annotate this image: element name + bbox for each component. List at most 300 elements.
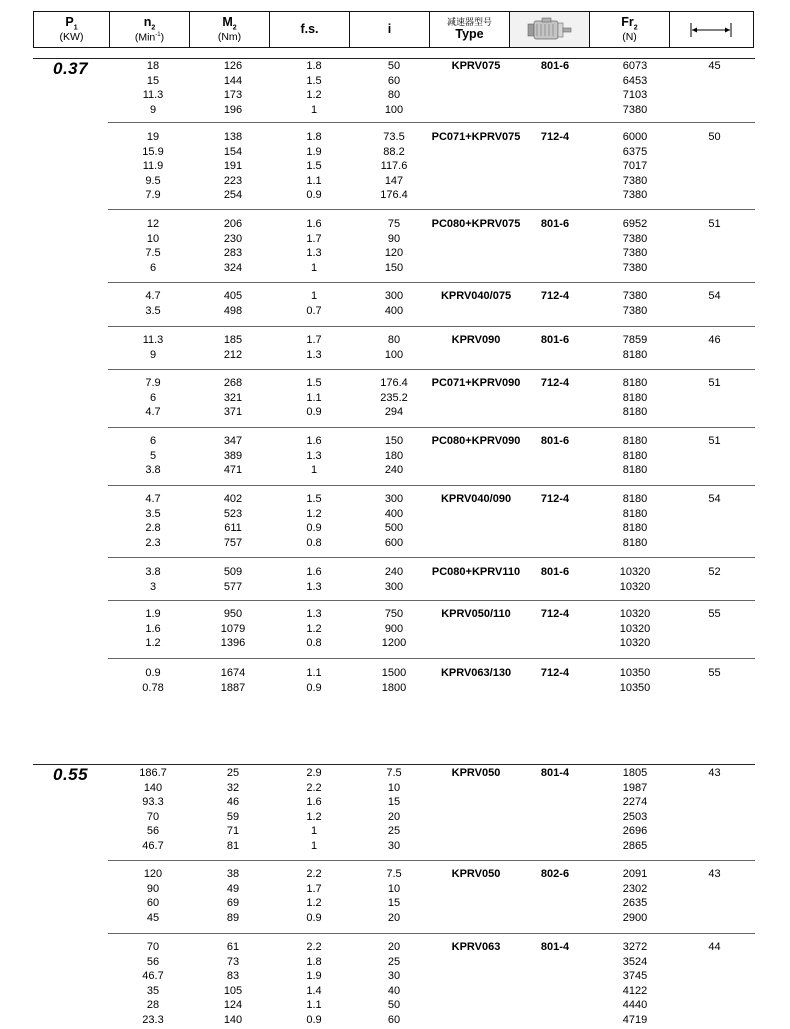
motor-cell: 801-6	[540, 566, 570, 578]
fs-column-value: 1.2	[306, 897, 322, 909]
fr2-column-value: 10350	[619, 681, 651, 694]
m2-column-value: 471	[223, 464, 243, 476]
m2-column	[197, 333, 269, 362]
fr2-column-value: 10350	[619, 667, 651, 679]
i-column-value: 400	[384, 507, 404, 520]
m2-column-value: 206	[223, 218, 243, 230]
type-cell: KPRV090	[451, 334, 501, 346]
i-column-value: 73.5	[383, 131, 405, 143]
m2-column-value: 71	[226, 825, 240, 837]
length-cell: 52	[708, 566, 721, 578]
fs-column	[275, 376, 353, 420]
i-column-value: 240	[384, 566, 404, 578]
fs-column-value: 1.7	[306, 232, 322, 245]
motor-cell: 712-4	[540, 608, 570, 620]
group-divider	[108, 600, 755, 601]
fr2-column-value: 7380	[622, 189, 648, 201]
fr2-column-value: 8180	[622, 406, 648, 418]
n2-column-value: 2.3	[145, 536, 161, 549]
n2-column-value: 6	[149, 435, 157, 447]
power-value: 0.37	[53, 59, 89, 78]
n2-column	[115, 607, 191, 651]
n2-column-value: 60	[146, 897, 160, 909]
fs-column-value: 1.4	[306, 984, 322, 997]
i-column-value: 20	[387, 911, 401, 924]
fs-column-value: 2.2	[306, 868, 322, 880]
group-divider	[108, 860, 755, 861]
i-column-value: 50	[387, 999, 401, 1011]
fs-column-value: 1.6	[306, 435, 322, 447]
type-cell: KPRV075	[451, 60, 501, 72]
fs-column-value: 1.1	[306, 667, 322, 679]
fr2-column-value: 7017	[622, 160, 648, 172]
motor-cell: 801-6	[540, 60, 570, 72]
n2-column	[115, 565, 191, 594]
fs-column-value: 1.5	[306, 74, 322, 87]
n2-column-value: 46.7	[142, 839, 164, 852]
fr2-column-value: 2635	[622, 897, 648, 909]
i-column-value: 600	[384, 536, 404, 549]
n2-column	[115, 666, 191, 695]
fs-column-value: 1	[310, 261, 318, 274]
fs-column-value: 1	[310, 825, 318, 837]
fr2-column-value: 10320	[619, 637, 651, 649]
fr2-column-value: 2091	[622, 868, 648, 880]
fs-column	[275, 940, 353, 1027]
fr2-column-value: 7380	[622, 103, 648, 116]
i-column-value: 235.2	[380, 391, 408, 404]
i-column-value: 30	[387, 839, 401, 852]
i-column-value: 240	[384, 464, 404, 476]
n2-column-value: 28	[146, 999, 160, 1011]
fr2-column-value: 8180	[622, 536, 648, 549]
fr2-column-value: 6375	[622, 145, 648, 158]
fr2-column-value: 7380	[622, 174, 648, 187]
n2-column-value: 11.3	[142, 334, 164, 346]
fs-column-value: 0.8	[306, 536, 322, 549]
n2-column	[115, 766, 191, 853]
fs-column	[275, 217, 353, 275]
fs-column-value: 1.6	[306, 218, 322, 230]
n2-column-value: 9	[149, 348, 157, 361]
n2-column-value: 1.6	[145, 622, 161, 635]
fr2-column-value: 8180	[622, 507, 648, 520]
i-column-value: 88.2	[383, 145, 405, 158]
i-column-value: 25	[387, 825, 401, 837]
m2-column-value: 154	[223, 145, 243, 158]
n2-column-value: 9.5	[145, 174, 161, 187]
i-column-value: 20	[387, 941, 401, 953]
m2-column-value: 140	[223, 1013, 243, 1026]
i-column-value: 60	[387, 74, 401, 87]
fs-column-value: 0.7	[306, 304, 322, 317]
n2-column	[115, 434, 191, 478]
fs-column-value: 1.1	[306, 174, 322, 187]
n2-column-value: 4.7	[145, 290, 161, 302]
m2-column-value: 611	[224, 522, 242, 534]
type-cell: KPRV050/110	[441, 608, 511, 620]
n2-column-value: 6	[149, 261, 157, 274]
m2-column-value: 523	[223, 507, 243, 520]
fr2-column-value: 2696	[622, 825, 648, 837]
fr2-column-value: 10320	[619, 580, 651, 593]
i-column	[361, 766, 427, 853]
length-cell: 46	[708, 334, 721, 346]
m2-column-value: 173	[223, 89, 243, 101]
fr2-column-value: 10320	[619, 608, 651, 620]
fs-column-value: 0.9	[306, 189, 322, 201]
i-column-value: 20	[387, 810, 401, 823]
m2-column-value: 46	[226, 796, 240, 808]
fr2-column-value: 2503	[622, 810, 648, 823]
fs-column	[275, 492, 353, 550]
fr2-column-value: 8180	[622, 464, 648, 476]
fr2-column-value: 2274	[622, 796, 648, 808]
fr2-column-value: 8180	[622, 391, 648, 404]
fr2-column-value: 7103	[622, 89, 648, 101]
m2-column-value: 69	[226, 897, 240, 909]
fs-column-value: 1	[310, 839, 318, 852]
i-column-value: 900	[384, 622, 404, 635]
group-divider	[108, 282, 755, 283]
header-p1: $P_1$ (KW)	[34, 12, 110, 47]
group-divider	[108, 326, 755, 327]
n2-column	[115, 130, 191, 203]
i-column-value: 500	[384, 522, 404, 534]
m2-column-value: 124	[223, 999, 243, 1011]
fs-column-value: 0.9	[306, 522, 322, 534]
n2-column-value: 9	[149, 103, 157, 116]
length-cell: 55	[708, 667, 721, 679]
m2-column-value: 757	[223, 536, 243, 549]
i-column-value: 300	[384, 290, 404, 302]
fr2-column	[608, 867, 662, 925]
m2-column	[197, 289, 269, 318]
fs-column-value: 1.6	[306, 566, 322, 578]
length-cell: 43	[708, 767, 721, 779]
motor-cell: 801-6	[540, 435, 570, 447]
length-cell: 43	[708, 868, 721, 880]
fs-column-value: 0.9	[306, 1013, 322, 1026]
m2-column-value: 347	[223, 435, 243, 447]
fr2-column	[608, 940, 662, 1027]
fs-column	[275, 666, 353, 695]
i-column-value: 1200	[381, 637, 407, 649]
fs-column	[275, 607, 353, 651]
fr2-column	[608, 666, 662, 695]
dimension-arrow-icon	[689, 20, 733, 40]
length-cell: 51	[708, 435, 721, 447]
n2-column-value: 4.7	[145, 493, 161, 505]
n2-column-value: 90	[146, 882, 160, 895]
fr2-column-value: 8180	[622, 493, 648, 505]
fs-column	[275, 59, 353, 117]
fs-column-value: 1.3	[306, 449, 322, 462]
fr2-column	[608, 434, 662, 478]
n2-column-value: 1.2	[145, 637, 161, 649]
header-motor	[510, 12, 590, 47]
i-column-value: 80	[387, 334, 401, 346]
m2-column-value: 283	[223, 247, 243, 259]
fs-column-value: 1.8	[306, 955, 322, 968]
type-cell: KPRV040/075	[440, 290, 512, 302]
n2-column-value: 56	[146, 955, 160, 968]
n2-column-value: 120	[143, 868, 163, 880]
m2-column-value: 321	[223, 391, 243, 404]
m2-column-value: 105	[223, 984, 243, 997]
n2-column	[115, 333, 191, 362]
motor-cell: 801-6	[540, 218, 570, 230]
n2-column-value: 3.8	[145, 464, 161, 476]
i-column-value: 1500	[381, 667, 407, 679]
fs-column-value: 1.2	[306, 507, 322, 520]
fr2-column	[608, 217, 662, 275]
fr2-column-value: 10320	[619, 622, 651, 635]
fr2-column-value: 7380	[622, 232, 648, 245]
fr2-column-value: 4440	[622, 999, 648, 1011]
fs-column-value: 1	[310, 464, 318, 476]
n2-column-value: 15.9	[142, 145, 164, 158]
motor-cell: 712-4	[540, 493, 570, 505]
m2-column	[197, 607, 269, 651]
fr2-column-value: 3524	[622, 955, 648, 968]
n2-column-value: 1.9	[145, 608, 161, 620]
n2-column-value: 18	[146, 60, 160, 72]
i-column-value: 300	[384, 580, 404, 593]
fs-column-value: 0.9	[306, 681, 322, 694]
fs-column-value: 1.9	[306, 145, 322, 158]
i-column	[361, 333, 427, 362]
type-cell: KPRV063	[451, 941, 501, 953]
group-divider	[108, 557, 755, 558]
n2-column-value: 35	[146, 984, 160, 997]
n2-column	[115, 217, 191, 275]
n2-column	[115, 867, 191, 925]
fs-column-value: 1	[310, 290, 318, 302]
i-column-value: 300	[384, 493, 404, 505]
fs-column-value: 1.3	[306, 247, 322, 259]
i-column-value: 10	[387, 781, 401, 794]
group-divider	[108, 427, 755, 428]
fr2-column-value: 2302	[622, 882, 648, 895]
fs-column-value: 1.3	[306, 608, 322, 620]
fs-column-value: 1.2	[306, 622, 322, 635]
fs-column-value: 1	[310, 103, 318, 116]
i-column-value: 400	[384, 304, 404, 317]
fr2-column-value: 4719	[622, 1013, 648, 1026]
fr2-column	[608, 333, 662, 362]
motor-cell: 712-4	[540, 131, 570, 143]
n2-column-value: 3.5	[145, 507, 161, 520]
n2-column	[115, 492, 191, 550]
length-cell: 54	[708, 493, 721, 505]
fs-column-value: 1.6	[306, 796, 322, 808]
i-column-value: 50	[387, 60, 401, 72]
length-cell: 44	[708, 941, 721, 953]
group-divider	[108, 658, 755, 659]
type-cell: PC080+KPRV090	[431, 435, 521, 447]
m2-column-value: 1674	[220, 667, 246, 679]
i-column	[361, 492, 427, 550]
m2-column-value: 212	[223, 348, 243, 361]
power-divider	[33, 764, 755, 765]
n2-column-value: 7.5	[145, 247, 161, 259]
n2-column-value: 15	[146, 74, 160, 87]
i-column-value: 150	[384, 261, 404, 274]
fr2-column-value: 8180	[622, 377, 648, 389]
m2-column-value: 230	[223, 232, 243, 245]
n2-column-value: 0.9	[145, 667, 161, 679]
i-column-value: 176.4	[380, 189, 408, 201]
i-column	[361, 434, 427, 478]
fs-column-value: 1.1	[306, 999, 322, 1011]
m2-column-value: 324	[223, 261, 243, 274]
header-fr2: $Fr_2$ (N)	[590, 12, 670, 47]
m2-column-value: 223	[223, 174, 243, 187]
n2-column-value: 7.9	[145, 189, 161, 201]
n2-column	[115, 376, 191, 420]
m2-column	[197, 492, 269, 550]
m2-column-value: 498	[223, 304, 243, 317]
i-column-value: 90	[387, 232, 401, 245]
header-n2: $n_2$ (Min$^{-1}$)	[110, 12, 190, 47]
fr2-column	[608, 289, 662, 318]
motor-cell: 801-4	[540, 941, 570, 953]
i-column-value: 176.4	[380, 377, 408, 389]
n2-column	[115, 59, 191, 117]
i-column-value: 7.5	[386, 767, 402, 779]
motor-cell: 801-6	[540, 334, 570, 346]
m2-column-value: 254	[223, 189, 243, 201]
fs-column-value: 1.7	[306, 882, 322, 895]
fr2-column	[608, 492, 662, 550]
i-column-value: 117.6	[380, 160, 408, 172]
n2-column-value: 11.9	[142, 160, 164, 172]
type-cell: KPRV063/130	[440, 667, 512, 679]
fs-column-value: 1.5	[306, 160, 322, 172]
fs-column-value: 1.2	[306, 89, 322, 101]
motor-cell: 801-4	[540, 767, 570, 779]
i-column-value: 15	[387, 897, 401, 909]
n2-column-value: 12	[146, 218, 160, 230]
type-cell: PC080+KPRV075	[431, 218, 521, 230]
fs-column	[275, 289, 353, 318]
fr2-column	[608, 130, 662, 203]
m2-column	[197, 130, 269, 203]
m2-column-value: 191	[223, 160, 243, 172]
fr2-column-value: 1805	[622, 767, 648, 779]
i-column	[361, 867, 427, 925]
m2-column-value: 83	[226, 970, 240, 982]
fs-column-value: 2.9	[306, 767, 322, 779]
fs-column-value: 1.5	[306, 377, 322, 389]
fr2-column-value: 3745	[622, 970, 648, 982]
length-cell: 51	[708, 377, 721, 389]
i-column-value: 294	[384, 406, 404, 418]
i-column-value: 75	[387, 218, 401, 230]
group-divider	[108, 485, 755, 486]
m2-column-value: 509	[223, 566, 243, 578]
i-column	[361, 289, 427, 318]
m2-column-value: 144	[223, 74, 243, 87]
i-column	[361, 376, 427, 420]
fr2-column-value: 6952	[622, 218, 648, 230]
n2-column-value: 5	[149, 449, 157, 462]
length-cell: 55	[708, 608, 721, 620]
fs-column	[275, 434, 353, 478]
m2-column-value: 138	[223, 131, 243, 143]
i-column-value: 147	[384, 174, 404, 187]
fs-column-value: 1.8	[306, 60, 322, 72]
m2-column	[197, 766, 269, 853]
fs-column	[275, 333, 353, 362]
fs-column-value: 2.2	[306, 941, 322, 953]
i-column	[361, 217, 427, 275]
n2-column-value: 46.7	[142, 970, 164, 982]
i-column-value: 10	[387, 882, 401, 895]
m2-column-value: 371	[223, 406, 243, 418]
fr2-column	[608, 376, 662, 420]
type-cell: KPRV040/090	[440, 493, 512, 505]
i-column-value: 120	[384, 247, 404, 259]
m2-column-value: 1396	[220, 637, 246, 649]
m2-column-value: 126	[223, 60, 243, 72]
i-column-value: 180	[384, 449, 404, 462]
m2-column-value: 38	[226, 868, 240, 880]
fs-column-value: 0.9	[306, 911, 322, 924]
n2-column-value: 6	[149, 391, 157, 404]
fs-column-value: 1.1	[306, 391, 322, 404]
n2-column-value: 10	[146, 232, 160, 245]
m2-column-value: 49	[226, 882, 240, 895]
m2-column-value: 196	[223, 103, 243, 116]
header-i: i	[350, 12, 430, 47]
fs-column	[275, 130, 353, 203]
motor-cell: 712-4	[540, 290, 570, 302]
m2-column-value: 405	[223, 290, 243, 302]
n2-column-value: 56	[146, 825, 160, 837]
group-divider	[108, 122, 755, 123]
fr2-column-value: 6453	[622, 74, 648, 87]
fs-column	[275, 766, 353, 853]
i-column	[361, 130, 427, 203]
n2-column-value: 3	[149, 580, 157, 593]
group-divider	[108, 209, 755, 210]
fr2-column	[608, 607, 662, 651]
i-column-value: 60	[387, 1013, 401, 1026]
i-column	[361, 940, 427, 1027]
n2-column-value: 23.3	[142, 1013, 164, 1026]
m2-column	[197, 940, 269, 1027]
type-cell: PC071+KPRV090	[431, 377, 521, 389]
i-column	[361, 666, 427, 695]
m2-column	[197, 376, 269, 420]
power-value: 0.55	[53, 765, 89, 784]
fr2-column-value: 4122	[622, 984, 648, 997]
m2-column	[197, 565, 269, 594]
n2-column-value: 3.5	[145, 304, 161, 317]
m2-column	[197, 434, 269, 478]
i-column-value: 40	[387, 984, 401, 997]
table-header	[33, 11, 754, 48]
fr2-column-value: 3272	[622, 941, 648, 953]
i-column-value: 25	[387, 955, 401, 968]
m2-column	[197, 217, 269, 275]
fr2-column-value: 7380	[622, 247, 648, 259]
n2-column-value: 70	[146, 941, 160, 953]
i-column-value: 100	[384, 348, 404, 361]
i-column-value: 80	[387, 89, 401, 101]
